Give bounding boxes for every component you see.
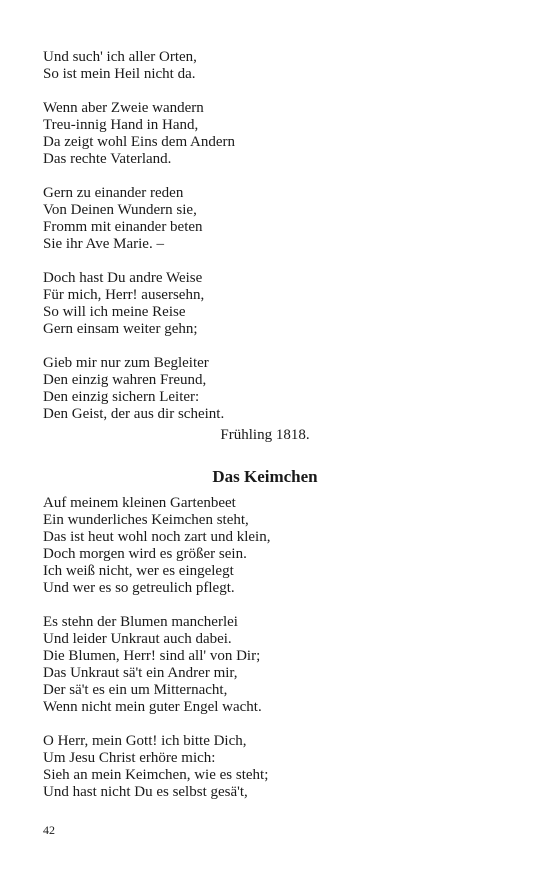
- poem-continuation: [43, 49, 483, 444]
- verse-line: Und leider Unkraut auch dabei.: [43, 631, 232, 647]
- stanza: [43, 49, 483, 83]
- verse-line: Um Jesu Christ erhöre mich:: [43, 750, 216, 766]
- verse-line: Das Unkraut sä't ein Andrer mir,: [43, 665, 238, 681]
- poem: [43, 467, 483, 801]
- verse-line: O Herr, mein Gott! ich bitte Dich,: [43, 733, 247, 749]
- verse-line: Den einzig wahren Freund,: [43, 372, 207, 388]
- page-number: 42: [43, 823, 55, 837]
- dateline: Frühling 1818.: [220, 427, 310, 443]
- verse-line: Gieb mir nur zum Begleiter: [43, 355, 209, 371]
- verse-line: Das ist heut wohl noch zart und klein,: [43, 529, 271, 545]
- verse-line: Doch morgen wird es größer sein.: [43, 546, 247, 562]
- verse-line: Gern einsam weiter gehn;: [43, 321, 198, 337]
- verse-line: Auf meinem kleinen Gartenbeet: [43, 495, 236, 511]
- verse-line: Ein wunderliches Keimchen steht,: [43, 512, 249, 528]
- verse-line: Von Deinen Wundern sie,: [43, 202, 197, 218]
- stanza: [43, 733, 483, 801]
- verse-line: Das rechte Vaterland.: [43, 151, 172, 167]
- page-body: [43, 49, 483, 818]
- verse-line: Und wer es so getreulich pflegt.: [43, 580, 235, 596]
- verse-line: Der sä't es ein um Mitternacht,: [43, 682, 228, 698]
- verse-line: Da zeigt wohl Eins dem Andern: [43, 134, 236, 150]
- verse-line: Und such' ich aller Orten,: [43, 49, 197, 65]
- verse-line: Fromm mit einander beten: [43, 219, 203, 235]
- verse-line: Und hast nicht Du es selbst gesä't,: [43, 784, 248, 800]
- verse-line: Doch hast Du andre Weise: [43, 270, 203, 286]
- verse-line: Für mich, Herr! ausersehn,: [43, 287, 205, 303]
- verse-line: Ich weiß nicht, wer es eingelegt: [43, 563, 234, 579]
- verse-line: Sie ihr Ave Marie. –: [43, 236, 164, 252]
- verse-line: Den Geist, der aus dir scheint.: [43, 406, 225, 422]
- verse-line: Sieh an mein Keimchen, wie es steht;: [43, 767, 269, 783]
- verse-line: Wenn nicht mein guter Engel wacht.: [43, 699, 262, 715]
- verse-line: Die Blumen, Herr! sind all' von Dir;: [43, 648, 261, 664]
- verse-line: Es stehn der Blumen mancherlei: [43, 614, 238, 630]
- verse-line: Den einzig sichern Leiter:: [43, 389, 200, 405]
- verse-line: Treu-innig Hand in Hand,: [43, 117, 199, 133]
- stanza: [43, 495, 483, 597]
- verse-line: Wenn aber Zweie wandern: [43, 100, 204, 116]
- stanza: [43, 185, 483, 253]
- stanza: [43, 614, 483, 716]
- poem-title: Das Keimchen: [212, 467, 318, 486]
- verse-line: So will ich meine Reise: [43, 304, 186, 320]
- stanza: [43, 270, 483, 338]
- stanza: [43, 355, 483, 423]
- verse-line: Gern zu einander reden: [43, 185, 184, 201]
- verse-line: So ist mein Heil nicht da.: [43, 66, 196, 82]
- stanza: [43, 100, 483, 168]
